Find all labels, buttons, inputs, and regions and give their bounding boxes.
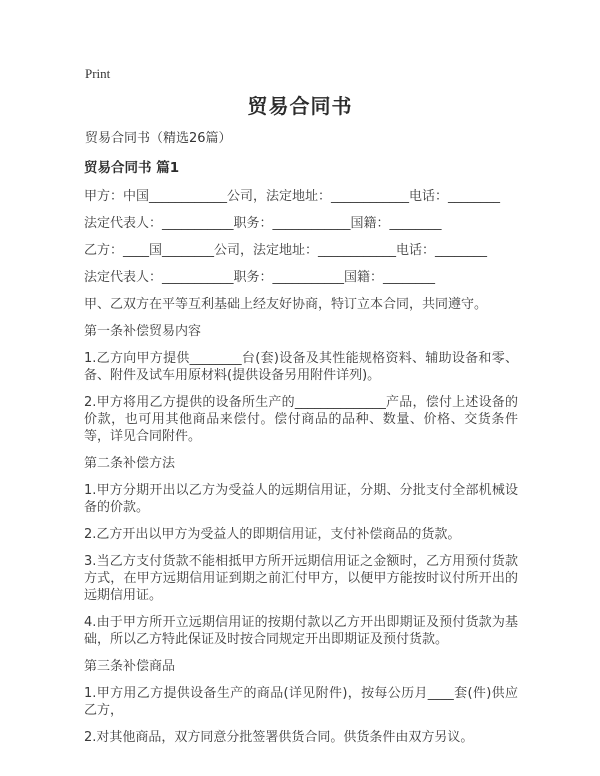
article-2-clause-4: 4.由于甲方所开立远期信用证的按期付款以乙方开出即期证及预付货款为基础，所以乙方特此保证及时按合同规定开出即期证及预付货款。 <box>84 615 518 647</box>
document-body <box>84 160 518 756</box>
document-title: 贸易合同书 <box>247 94 353 118</box>
article-2-clause-3: 3.当乙方支付货款不能相抵甲方所开远期信用证之金额时，乙方用预付货款方式，在甲方远期信用证到期之前汇付甲方，以便甲方能按时议付所开出的远期信用证。 <box>84 554 518 603</box>
party-b-info-line: 乙方：____国________公司，法定地址：____________电话：________ <box>84 243 488 258</box>
party-b-representative-line: 法定代表人：___________职务：___________国籍：________ <box>84 270 436 285</box>
chapter-heading: 贸易合同书 篇1 <box>84 160 180 176</box>
document-subtitle: 贸易合同书（精选26篇） <box>85 131 232 146</box>
party-a-representative-line: 法定代表人：___________职务：____________国籍：________ <box>84 216 442 231</box>
article-3-heading: 第三条补偿商品 <box>84 659 176 674</box>
print-button[interactable]: Print <box>85 66 111 81</box>
article-2-clause-1: 1.甲方分期开出以乙方为受益人的远期信用证，分期、分批支付全部机械设备的价款。 <box>84 483 518 515</box>
article-3-clause-1: 1.甲方用乙方提供设备生产的商品(详见附件)，按每公历月____套(件)供应乙方， <box>84 686 518 718</box>
party-a-info-line: 甲方：中国____________公司，法定地址：____________电话：________ <box>84 189 501 204</box>
article-2-clause-2: 2.乙方开出以甲方为受益人的即期信用证，支付补偿商品的货款。 <box>84 527 461 542</box>
article-1-clause-2: 2.甲方将用乙方提供的设备所生产的______________产品，偿付上述设备的价款，也可用其他商品来偿付。偿付商品的品种、数量、价格、交货条件等，详见合同附件。 <box>84 395 518 444</box>
article-1-clause-1: 1.乙方向甲方提供________台(套)设备及其性能规格资料、辅助设备和零、备、附件及试车用原材料(提供设备另用附件详列)。 <box>84 351 518 383</box>
preamble-paragraph: 甲、乙双方在平等互利基础上经友好协商，特订立本合同，共同遵守。 <box>84 297 488 312</box>
article-2-heading: 第二条补偿方法 <box>84 456 176 471</box>
article-1-heading: 第一条补偿贸易内容 <box>84 324 202 339</box>
article-3-clause-2: 2.对其他商品，双方同意分批签署供货合同。供货条件由双方另议。 <box>84 730 474 745</box>
